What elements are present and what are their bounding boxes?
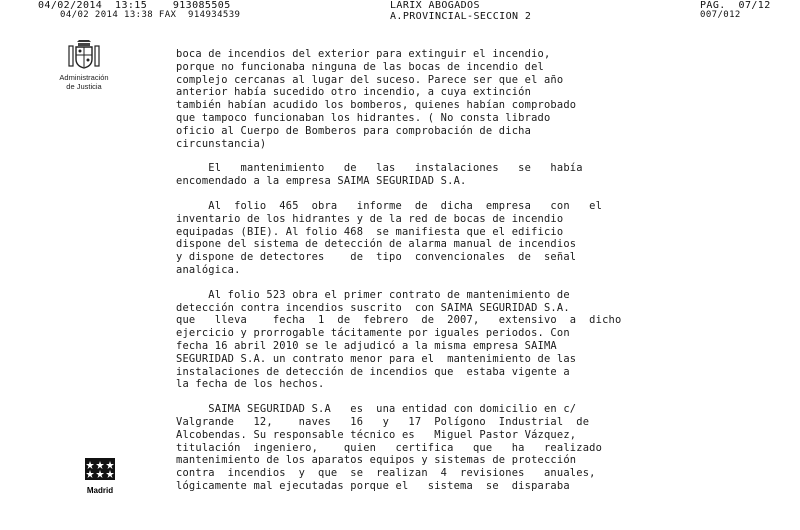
- text-line: inventario de los hidrantes y de la red de bocas de incendio: [176, 212, 564, 225]
- logo-caption-line2: de Justicia: [66, 82, 102, 91]
- text-line: titulación ingeniero, quien certifica que ha realizado: [176, 441, 603, 454]
- text-line: anterior había sucedido otro incendio, a cuya extinción: [176, 86, 532, 99]
- paragraph: [176, 48, 716, 150]
- text-line: mantenimiento de los aparatos equipos y sistemas de protección: [176, 454, 577, 467]
- fax-header-sender: LARIX ABOGADOS A.PROVINCIAL-SECCION 2: [390, 0, 532, 22]
- text-line: y dispone de detectores de tipo convencionales de señal: [176, 251, 577, 264]
- text-line: Al folio 523 obra el primer contrato de mantenimiento de: [176, 288, 570, 301]
- text-line: complejo cercanas al lugar del suceso. Parece ser que el año: [176, 73, 564, 86]
- text-line: también habían acudido los bomberos, quienes habían comprobado: [176, 99, 577, 112]
- text-line: porque no funcionaba ninguna de las bocas de incendio del: [176, 60, 544, 73]
- text-line: Al folio 465 obra informe de dicha empresa con el: [176, 199, 603, 212]
- paragraph: [176, 289, 716, 391]
- document-body: [176, 48, 716, 505]
- madrid-caption: Madrid: [86, 486, 114, 495]
- text-line: boca de incendios del exterior para extinguir el incendio,: [176, 48, 551, 60]
- text-line: analógica.: [176, 263, 241, 276]
- text-line: instalaciones de detección de incendios que estaba vigente a: [176, 365, 570, 378]
- text-line: circunstancia): [176, 137, 267, 150]
- text-line: SEGURIDAD S.A. un contrato menor para el mantenimiento de las: [176, 352, 577, 365]
- fax-header-left: 04/02/2014 13:15 913085505: [38, 0, 231, 11]
- text-line: oficio al Cuerpo de Bomberos para comprobación de dicha: [176, 124, 532, 137]
- comunidad-de-madrid-logo: [80, 458, 120, 495]
- text-line: encomendado a la empresa SAIMA SEGURIDAD S.A.: [176, 175, 467, 188]
- text-line: dispone del sistema de detección de alarma manual de incendios: [176, 238, 577, 251]
- text-line: ejercicio y prorrogable tácitamente por iguales periodos. Con: [176, 327, 570, 340]
- fax-header-page: PAG. 07/12: [700, 0, 771, 11]
- text-line: que lleva fecha 1 de febrero de 2007, extensivo a dicho: [176, 314, 622, 327]
- paragraph: [176, 403, 716, 493]
- text-line: fecha 16 abril 2010 se le adjudicó a la misma empresa SAIMA: [176, 339, 557, 352]
- text-line: detección contra incendios suscrito con SAIMA SEGURIDAD S.A.: [176, 301, 570, 314]
- fax-header-second-line: 04/02 2014 13:38 FAX 914934539: [60, 10, 241, 20]
- text-line: Valgrande 12, naves 16 y 17 Polígono Industrial de: [176, 415, 590, 428]
- text-line: equipadas (BIE). Al folio 468 se manifiesta que el edificio: [176, 225, 564, 238]
- text-line: El mantenimiento de las instalaciones se había: [176, 162, 583, 175]
- madrid-stars-icon: [85, 458, 115, 480]
- paragraph: [176, 200, 716, 277]
- text-line: SAIMA SEGURIDAD S.A es una entidad con domicilio en c/: [176, 403, 577, 416]
- paragraph: [176, 162, 716, 188]
- text-line: la fecha de los hechos.: [176, 378, 325, 391]
- text-line: que tampoco funcionaban los hidrantes. ( No consta librado: [176, 111, 551, 124]
- fax-header-fax-page: 007/012: [700, 10, 741, 20]
- text-line: contra incendios y que se realizan 4 revisiones anuales,: [176, 467, 596, 480]
- text-line: Alcobendas. Su responsable técnico es Miguel Pastor Vázquez,: [176, 428, 577, 441]
- logo-caption-line1: Administración: [59, 73, 109, 82]
- administracion-de-justicia-logo: [58, 38, 110, 91]
- text-line: lógicamente mal ejecutadas porque el sistema se disparaba: [176, 479, 570, 492]
- coat-of-arms-icon: [67, 38, 101, 70]
